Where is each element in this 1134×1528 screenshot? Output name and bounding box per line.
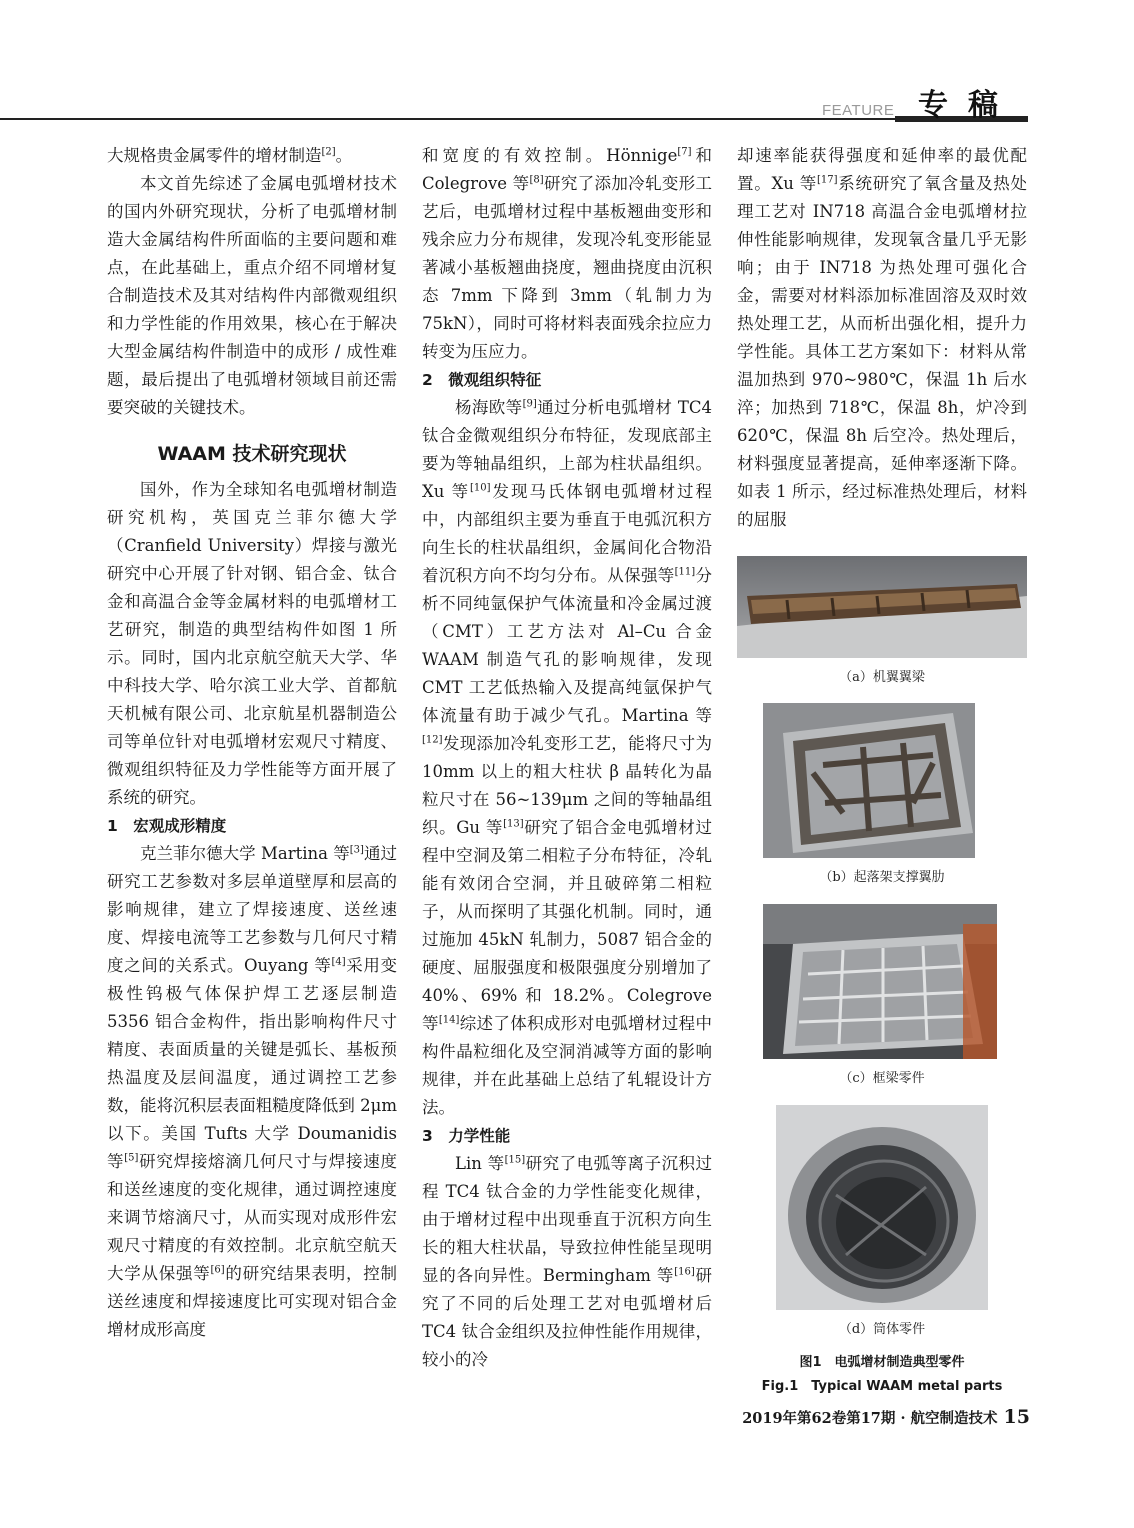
paragraph: 和宽度的有效控制。Hönnige[7]和 Colegrove 等[8]研究了添加冷轧变形工艺后，电弧增材过程中基板翘曲变形和残余应力分布规律，发现冷轧变形能显著减小基板翘曲挠度，翘曲挠度由沉积态 7mm 下降到 3mm（轧制力为 75kN），同时可将材料表面残余拉应力转变为压应力。 (422, 146, 712, 361)
figure-b-caption: （b）起落架支撑翼肋 (819, 870, 945, 885)
subsection-heading: 2 微观组织特征 (422, 371, 542, 389)
page-footer (720, 1406, 1030, 1428)
header-section-title: 专稿 (918, 88, 1018, 123)
figure-c-caption: （c）框梁零件 (839, 1071, 925, 1086)
figure-a-caption: （a）机翼翼梁 (839, 670, 925, 685)
paragraph: 杨海欧等[9]通过分析电弧增材 TC4 钛合金微观组织分布特征，发现底部主要为等轴晶组织，上部为柱状晶组织。Xu 等[10]发现马氏体钢电弧增材过程中，内部组织主要为垂直于电弧沉积方向生长的柱状晶组织，金属间化合物沿着沉积方向不均匀分布。从保强等[11]分析不同纯氩保护气体流量和冷金属过渡（CMT）工艺方法对 Al–Cu 合金 WAAM 制造气孔的影响规律，发现 CMT 工艺低热输入及提高纯氩保护气体流量有助于减少气孔。Martina 等[12]发现添加冷轧变形工艺，能将尺寸为 10mm 以上的粗大柱状 β 晶转化为晶粒尺寸在 56~139μm 之间的等轴晶组织。Gu 等[13]研究了铝合金电弧增材过程中空洞及第二相粒子分布特征，冷轧能有效闭合空洞，并且破碎第二相粒子，从而探明了其强化机制。同时，通过施加 45kN 轧制力，5087 铝合金的硬度、屈服强度和极限强度分别增加了 40%、69% 和 18.2%。Colegrove 等[14]综述了体积成形对电弧增材过程中构件晶粒细化及空洞消减等方面的影响规律，并在此基础上总结了轧辊设计方法。 (422, 398, 713, 1117)
text-column-3 (737, 142, 1027, 534)
figure-b-rib-photo (763, 703, 975, 858)
paragraph: 却速率能获得强度和延伸率的最优配置。Xu 等[17]系统研究了氧含量及热处理工艺对 IN718 高温合金电弧增材拉伸性能影响规律，发现氧含量几乎无影响；由于 IN718 为热处理可强化合金，需要对材料添加标准固溶及双时效热处理工艺，从而析出强化相，提升力学性能。具体工艺方案如下：材料从常温加热到 970~980℃，保温 1h 后水淬；加热到 718℃，保温 8h，炉冷到 620℃，保温 8h 后空冷。热处理后，材料强度显著提高，延伸率逐渐下降。如表 1 所示，经过标准热处理后，材料的屈服 (737, 146, 1027, 529)
figure-title-en: Fig.1 Typical WAAM metal parts (761, 1379, 1003, 1394)
figure-c-frame-photo (763, 904, 997, 1059)
paragraph: 国外，作为全球知名电弧增材制造研究机构，英国克兰菲尔德大学（Cranfield University）焊接与激光研究中心开展了针对钢、铝合金、钛合金和高温合金等金属材料的电弧增材工艺研究，制造的典型结构件如图 1 所示。同时，国内北京航空航天大学、华中科技大学、哈尔滨工业大学、首都航天机械有限公司、北京航星机器制造公司等单位针对电弧增材宏观尺寸精度、微观组织特征及力学性能等方面开展了系统的研究。 (107, 480, 397, 807)
header-feature-label: FEATURE (822, 102, 895, 119)
page-number: 15 (1003, 1406, 1030, 1428)
figure-d-cylinder-photo (776, 1105, 988, 1310)
paragraph: 本文首先综述了金属电弧增材技术的国内外研究现状，分析了电弧增材制造大金属结构件所面临的主要问题和难点，在此基础上，重点介绍不同增材复合制造技术及其对结构件内部微观组织和力学性能的作用效果，核心在于解决大型金属结构件制造中的成形 / 成性难题，最后提出了电弧增材领域目前还需要突破的关键技术。 (107, 174, 397, 417)
figure-a-wing-spar-photo (737, 556, 1027, 658)
figure-d-caption: （d）筒体零件 (838, 1322, 926, 1337)
text-column-1 (107, 142, 397, 1344)
text-column-2 (422, 142, 712, 1374)
paragraph: 大规格贵金属零件的增材制造[2]。 (107, 146, 353, 165)
section-heading: WAAM 技术研究现状 (157, 443, 347, 465)
subsection-heading: 1 宏观成形精度 (107, 817, 227, 835)
paragraph: Lin 等[15]研究了电弧等离子沉积过程 TC4 钛合金的力学性能变化规律，由于增材过程中出现垂直于沉积方向生长的粗大柱状晶，导致拉伸性能呈现明显的各向异性。Bermingham 等[16]研究了不同的后处理工艺对电弧增材后 TC4 钛合金组织及拉伸性能作用规律，较小的冷 (422, 1154, 713, 1369)
paragraph: 克兰菲尔德大学 Martina 等[3]通过研究工艺参数对多层单道壁厚和层高的影响规律，建立了焊接速度、送丝速度、焊接电流等工艺参数与几何尺寸精度之间的关系式。Ouyang 等[4]采用变极性钨极气体保护焊工艺逐层制造 5356 铝合金构件，指出影响构件尺寸精度、表面质量的关键是弧长、基板预热温度及层间温度，通过调控工艺参数，能将沉积层表面粗糙度降低到 2μm 以下。美国 Tufts 大学 Doumanidis 等[5]研究焊接熔滴几何尺寸与焊接速度和送丝速度的变化规律，通过调控速度来调节熔滴尺寸，从而实现对成形件宏观尺寸精度的有效控制。北京航空航天大学从保强等[6]的研究结果表明，控制送丝速度和焊接速度比可实现对铝合金增材成形高度 (107, 844, 398, 1339)
journal-issue: 2019年第62卷第17期 · 航空制造技术 (742, 1410, 998, 1427)
subsection-heading: 3 力学性能 (422, 1127, 511, 1145)
figure-title-cn: 图1 电弧增材制造典型零件 (799, 1355, 965, 1370)
